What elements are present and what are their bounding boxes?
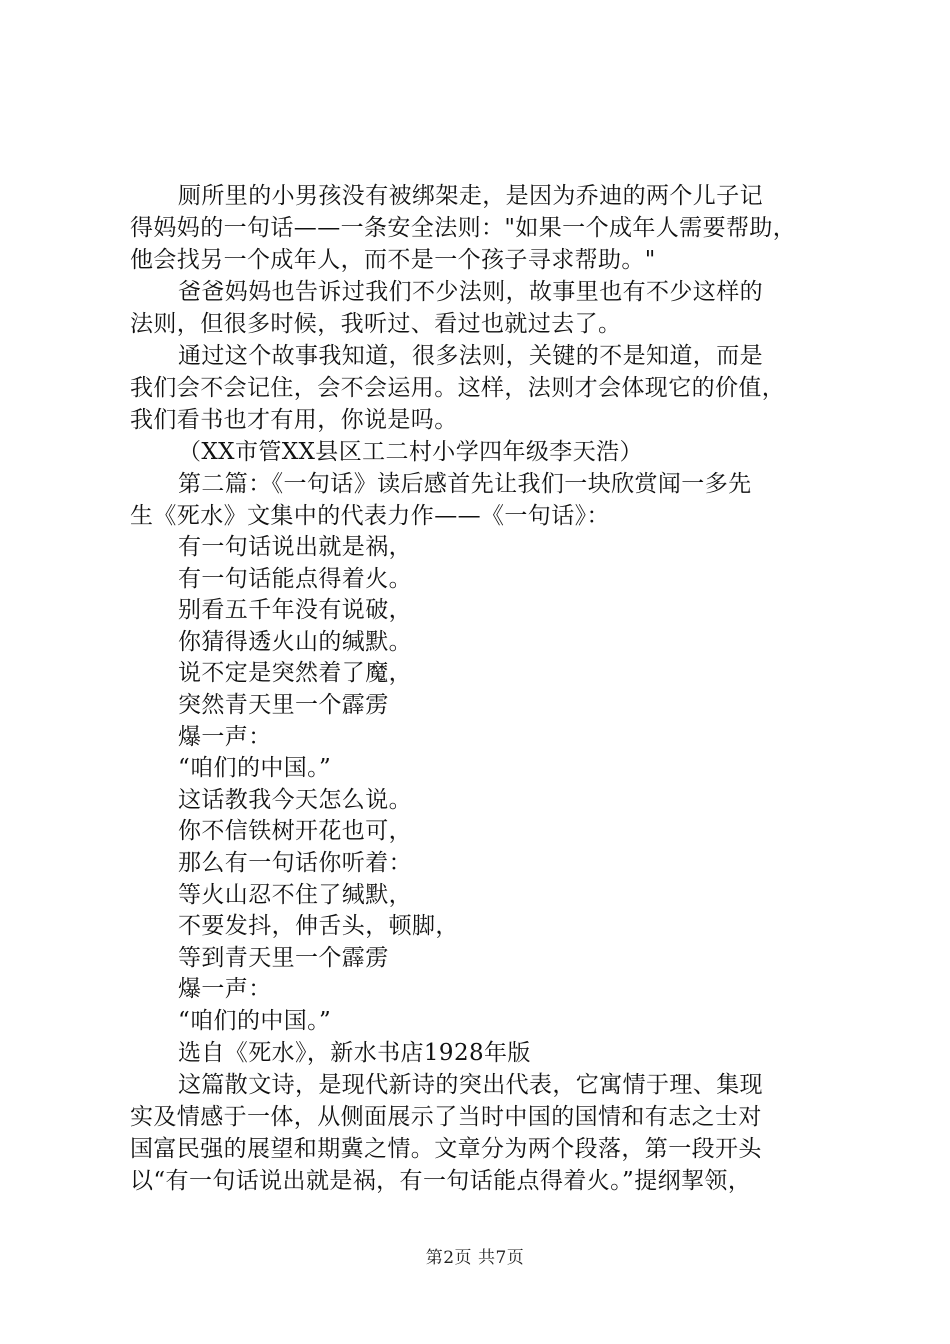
text-line: 得妈妈的一句话——一条安全法则："如果一个成年人需要帮助， (130, 215, 797, 241)
poem-source: 选自《死水》，新水书店1928年版 (178, 1039, 531, 1066)
poem-line: 这话教我今天怎么说。 (178, 786, 412, 813)
poem-line: 爆一声： (178, 976, 272, 1003)
text-line: 厕所里的小男孩没有被绑架走，是因为乔迪的两个儿子记 (178, 183, 763, 209)
poem-line: 你不信铁树开花也可， (178, 818, 412, 845)
document-body (130, 180, 835, 1197)
poem-line: 你猜得透火山的缄默。 (178, 628, 412, 655)
poem-line: 等火山忍不住了缄默， (178, 881, 412, 908)
poem-line: 那么有一句话你听着： (178, 849, 412, 876)
text-line: 生《死水》文集中的代表力作——《一句话》： (130, 503, 610, 529)
text-line: 我们看书也才有用，你说是吗。 (130, 407, 458, 433)
author-attribution: （XX市管XX县区工二村小学四年级李天浩） (178, 439, 643, 465)
poem-line: 说不定是突然着了魔， (178, 660, 412, 687)
poem-line: 有一句话说出就是祸， (178, 534, 412, 560)
section-heading-line: 第二篇：《一句话》读后感首先让我们一块欣赏闻一多先 (178, 471, 752, 497)
poem-line: “咱们的中国。” (178, 755, 332, 782)
text-line: 他会找另一个成年人，而不是一个孩子寻求帮助。" (130, 247, 656, 273)
poem-line: 爆一声： (178, 723, 272, 750)
poem-line: 别看五千年没有说破， (178, 597, 412, 624)
text-line: 我们会不会记住，会不会运用。这样，法则才会体现它的价值， (130, 375, 786, 401)
text-line: 实及情感于一体，从侧面展示了当时中国的国情和有志之士对 (130, 1104, 762, 1131)
poem-line: 等到青天里一个霹雳 (178, 944, 389, 971)
text-line: 以“有一句话说出就是祸，有一句话能点得着火。”提纲挈领， (130, 1168, 752, 1195)
poem-line: 突然青天里一个霹雳 (178, 691, 389, 718)
poem-line: 不要发抖，伸舌头，顿脚， (178, 913, 459, 940)
text-line: 法则，但很多时候，我听过、看过也就过去了。 (130, 311, 622, 337)
poem-line: 有一句话能点得着火。 (178, 565, 412, 592)
text-line: 这篇散文诗，是现代新诗的突出代表，它寓情于理、集现 (178, 1072, 763, 1099)
page-number-footer: 第2页 共7页 (425, 1248, 525, 1268)
poem-line: “咱们的中国。” (178, 1007, 332, 1034)
text-line: 国富民强的展望和期冀之情。文章分为两个段落，第一段开头 (130, 1136, 762, 1163)
text-line: 爸爸妈妈也告诉过我们不少法则，故事里也有不少这样的 (178, 279, 763, 305)
text-line: 通过这个故事我知道，很多法则，关键的不是知道，而是 (178, 343, 763, 369)
